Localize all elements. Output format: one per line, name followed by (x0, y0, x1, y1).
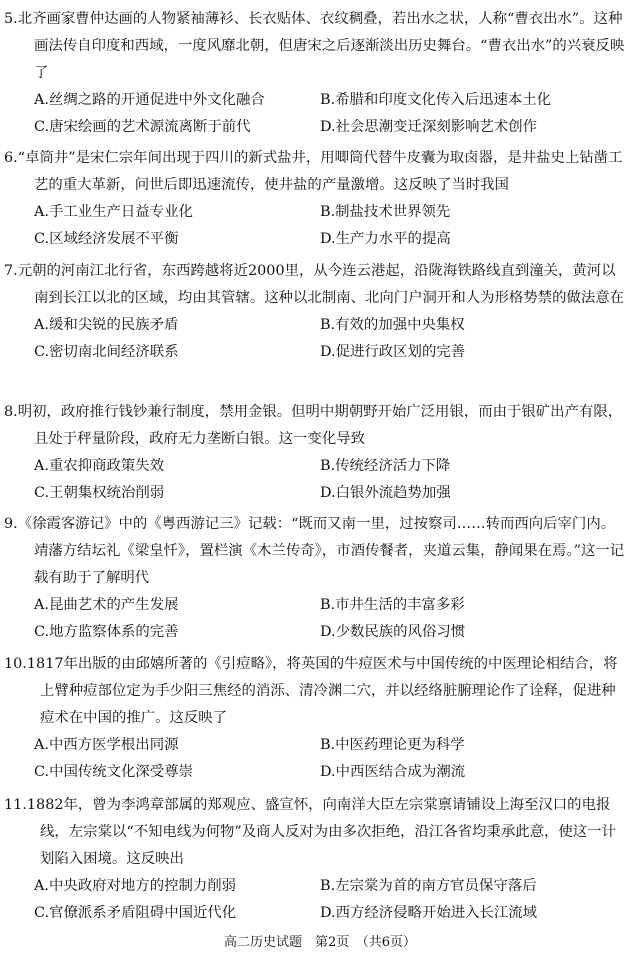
question-7 (0, 258, 640, 366)
option-b[interactable]: B.希腊和印度文化传入后迅速本土化 (320, 92, 552, 108)
option-d[interactable]: D.促进行政区划的完善 (320, 344, 466, 360)
option-a[interactable]: A.重农抑商政策失效 (34, 458, 165, 474)
option-a[interactable]: A.手工业生产日益专业化 (34, 204, 193, 220)
option-c[interactable]: C.王朝集权统治削弱 (34, 485, 165, 501)
option-list (34, 732, 640, 786)
option-d[interactable]: D.少数民族的风俗习惯 (320, 624, 466, 640)
option-c[interactable]: C.官僚派系矛盾阻碍中国近代化 (34, 905, 237, 921)
option-c[interactable]: C.区域经济发展不平衡 (34, 231, 179, 247)
question-9 (0, 511, 640, 646)
option-list (34, 312, 640, 366)
option-b[interactable]: B.有效的加强中央集权 (320, 317, 465, 333)
option-list (34, 87, 640, 141)
option-list (34, 592, 640, 646)
question-stem: 7.元朝的河南江北行省，东西跨越将近2000里，从今连云港起，沿陇海铁路线直到潼关，黄河以南到长江以北的区域，均由其管辖。这种以北制南、北向门户洞开和人为形格势禁的做法意在 (4, 263, 625, 306)
option-c[interactable]: C.唐宋绘画的艺术源流离断于前代 (34, 119, 251, 135)
question-10 (0, 651, 640, 786)
question-8 (0, 399, 640, 507)
option-list (34, 199, 640, 253)
option-c[interactable]: C.密切南北间经济联系 (34, 344, 179, 360)
option-c[interactable]: C.地方监察体系的完善 (34, 624, 179, 640)
question-stem: 6.“卓筒井”是宋仁宗年间出现于四川的新式盐井，用唧筒代替牛皮囊为取卤器，是井盐史上钻凿工艺的重大革新，问世后即迅速流传，使井盐的产量激增。这反映了当时我国 (4, 150, 623, 193)
option-d[interactable]: D.白银外流趋势加强 (320, 485, 451, 501)
option-b[interactable]: B.中医药理论更为科学 (320, 737, 465, 753)
option-d[interactable]: D.西方经济侵略开始进入长江流域 (320, 905, 538, 921)
question-stem: 10.1817年出版的由邱嬉所著的《引痘略》，将英国的牛痘医术与中国传统的中医理论相结合，将上臂种痘部位定为手少阳三焦经的消泺、清冷渊二穴，并以经络脏腑理论作了诠释，促进种痘术在中国的推广。这反映了 (4, 656, 618, 726)
option-a[interactable]: A.昆曲艺术的产生发展 (34, 597, 179, 613)
question-11 (0, 792, 640, 927)
option-list (34, 873, 640, 927)
option-b[interactable]: B.左宗棠为首的南方官员保守落后 (320, 878, 537, 894)
question-5 (0, 6, 640, 141)
page-footer: 高二历史试题 第2页 （共6页） (223, 935, 417, 950)
option-a[interactable]: A.丝绸之路的开通促进中外文化融合 (34, 92, 265, 108)
question-stem: 9.《徐霞客游记》中的《粤西游记三》记载：“既而又南一里，过按察司……转而西向后宰门内。靖藩方结坛礼《梁皇忏》，置栏演《木兰传奇》，市酒传餐者，夹道云集，静闻果在焉。”这一记载有助于了解明代 (4, 516, 625, 586)
option-a[interactable]: A.缓和尖锐的民族矛盾 (34, 317, 179, 333)
option-d[interactable]: D.中西医结合成为潮流 (320, 764, 466, 780)
option-a[interactable]: A.中央政府对地方的控制力削弱 (34, 878, 237, 894)
option-b[interactable]: B.传统经济活力下降 (320, 458, 451, 474)
question-stem: 8.明初，政府推行钱钞兼行制度，禁用金银。但明中期朝野开始广泛用银，而由于银矿出产有限，且处于秤量阶段，政府无力垄断白银。这一变化导致 (4, 404, 623, 447)
option-d[interactable]: D.社会思潮变迁深刻影响艺术创作 (320, 119, 538, 135)
option-b[interactable]: B.制盐技术世界领先 (320, 204, 451, 220)
option-b[interactable]: B.市井生活的丰富多彩 (320, 597, 465, 613)
option-c[interactable]: C.中国传统文化深受尊崇 (34, 764, 193, 780)
option-d[interactable]: D.生产力水平的提高 (320, 231, 451, 247)
question-stem: 11.1882年，曾为李鸿章部属的郑观应、盛宣怀，向南洋大臣左宗棠禀请铺设上海至汉口的电报线，左宗棠以“不知电线为何物”及商人反对为由多次拒绝，沿江各省均秉承此意，使这一计划陷入困境。这反映出 (4, 797, 616, 867)
question-6 (0, 145, 640, 253)
option-a[interactable]: A.中西方医学根出同源 (34, 737, 179, 753)
question-stem: 5.北齐画家曹仲达画的人物紧袖薄衫、长衣贴体、衣纹稠叠，若出水之状，人称“曹衣出水”。这种画法传自印度和西域，一度风靡北朝，但唐宋之后逐渐淡出历史舞台。“曹衣出水”的兴衰反映了 (4, 11, 625, 81)
option-list (34, 453, 640, 507)
